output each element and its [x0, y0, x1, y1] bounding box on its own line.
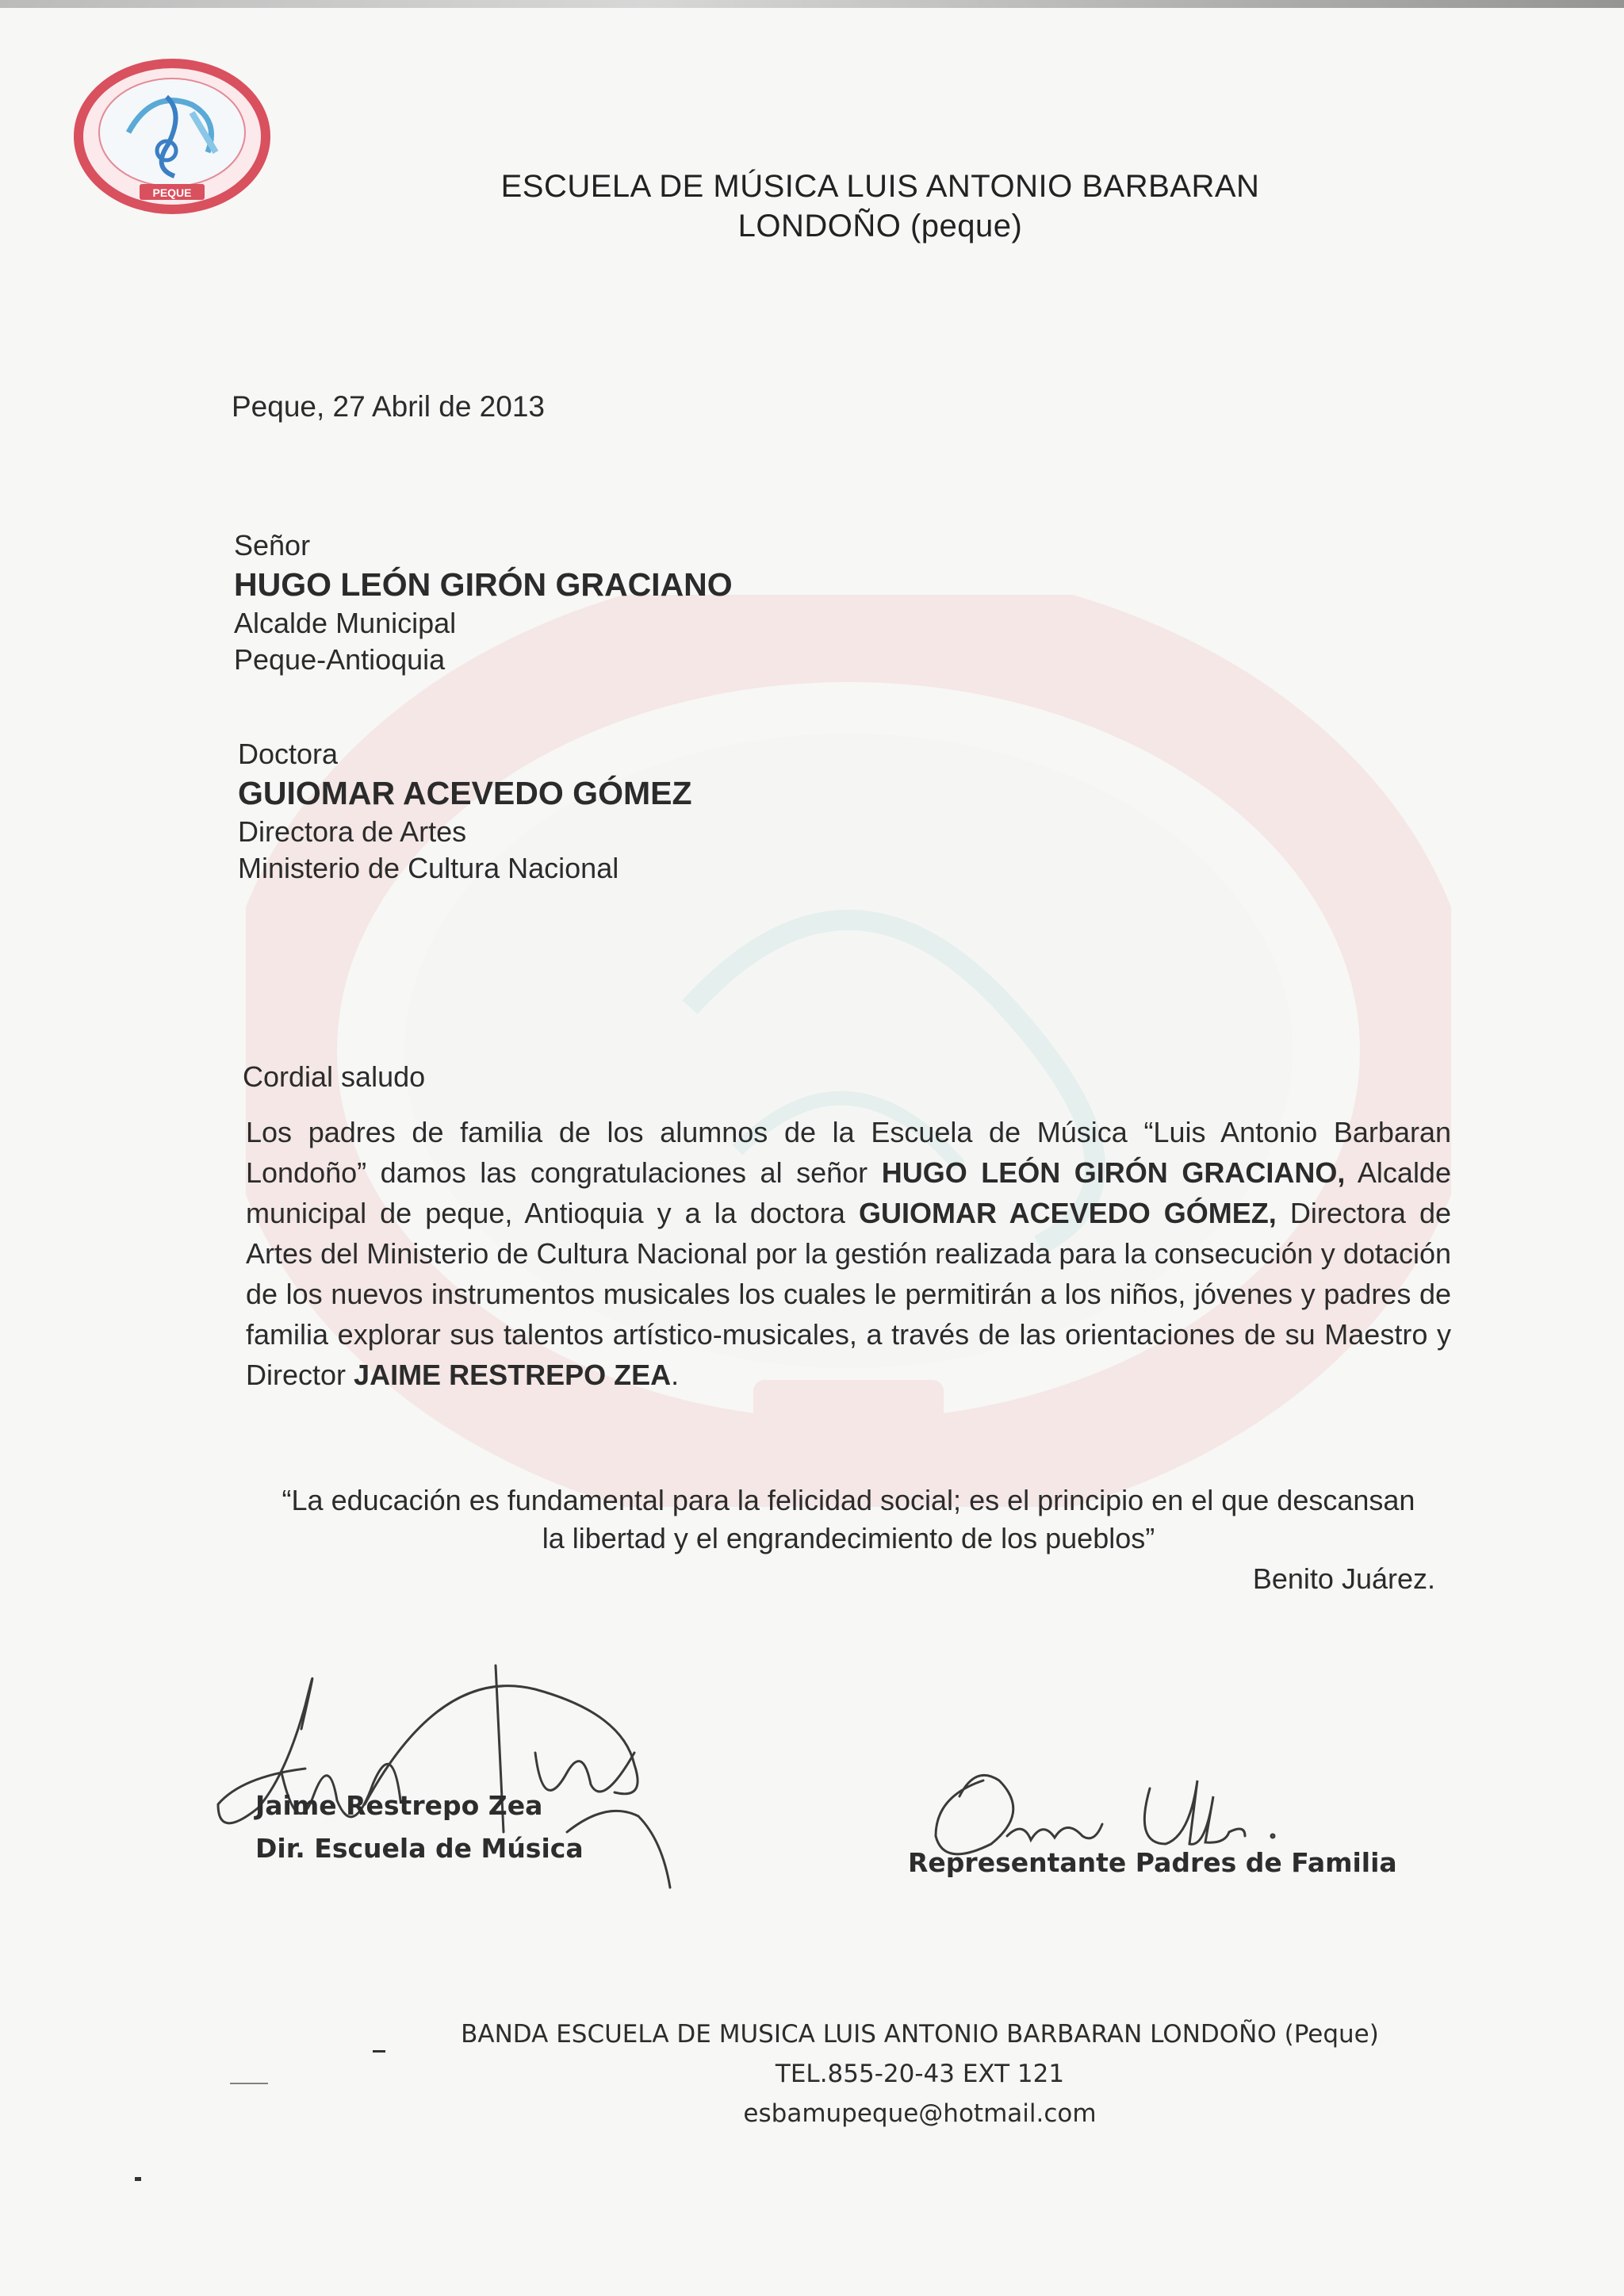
letter-date: Peque, 27 Abril de 2013 — [232, 390, 545, 423]
title-line-2: LONDOÑO (peque) — [737, 209, 1023, 243]
body-text-3: Directora de Artes del Ministerio de Cultura Nacional por la gestión realizada para la consecución y dotación de los nuevos instrumentos musicales los cuales le permitirán a los niños, jóvenes y padres de familia explorar sus talentos artístico-musicales, a través de las orientaciones de su Maestro y Director — [246, 1197, 1451, 1391]
recipient-1-salutation: Señor — [234, 529, 311, 562]
body-text-2: Alcalde municipal de peque, Antioquia y a la doctora — [246, 1156, 1451, 1229]
body-name-2: GUIOMAR ACEVEDO GÓMEZ, — [858, 1197, 1277, 1229]
recipient-2-position: Directora de Artes — [238, 815, 467, 848]
greeting: Cordial saludo — [243, 1060, 426, 1093]
footer-contact — [444, 2014, 1396, 2133]
footer-phone: TEL.855-20-43 EXT 121 — [775, 2060, 1065, 2088]
recipient-1-name: HUGO LEÓN GIRÓN GRACIANO — [234, 566, 733, 603]
scan-top-edge — [0, 0, 1624, 8]
footer-email: esbamupeque@hotmail.com — [743, 2099, 1097, 2128]
recipient-2-location: Ministerio de Cultura Nacional — [238, 852, 619, 884]
title-line-1: ESCUELA DE MÚSICA LUIS ANTONIO BARBARAN — [500, 169, 1260, 204]
quote — [246, 1481, 1451, 1558]
body-text-4: . — [671, 1359, 680, 1391]
recipient-1-position: Alcalde Municipal — [234, 607, 457, 639]
footer-org-name: BANDA ESCUELA DE MUSICA LUIS ANTONIO BARBARAN LONDOÑO (Peque) — [461, 2020, 1379, 2049]
quote-line-2: la libertad y el engrandecimiento de los pueblos” — [542, 1522, 1155, 1554]
scan-mark — [230, 2083, 268, 2084]
school-seal-logo-icon — [73, 57, 271, 216]
seal-small-label: PEQUE — [152, 186, 192, 199]
scan-mark — [135, 2177, 141, 2181]
recipient-1 — [234, 527, 733, 678]
recipient-1-location: Peque-Antioquia — [234, 643, 446, 676]
director-title: Dir. Escuela de Música — [255, 1833, 584, 1864]
quote-line-1: “La educación es fundamental para la felicidad social; es el principio en el que descansan — [282, 1484, 1415, 1516]
body-text-1: Los padres de familia de los alumnos de la Escuela de Música “Luis Antonio Barbaran Londoño” damos las congratulaciones al señor — [246, 1116, 1451, 1189]
scan-mark — [373, 2050, 385, 2053]
director-signature-block — [255, 1784, 584, 1870]
body-name-3: JAIME RESTREPO ZEA — [354, 1359, 672, 1391]
quote-author: Benito Juárez. — [1252, 1562, 1435, 1595]
recipient-2-salutation: Doctora — [238, 738, 339, 770]
body-paragraph — [246, 1112, 1451, 1395]
recipient-2-name: GUIOMAR ACEVEDO GÓMEZ — [238, 775, 692, 811]
letterhead-title — [444, 167, 1316, 246]
parent-representative-title: Representante Padres de Familia — [908, 1847, 1397, 1878]
body-name-1: HUGO LEÓN GIRÓN GRACIANO, — [881, 1156, 1346, 1189]
recipient-2 — [238, 736, 692, 887]
director-name: Jaime Restrepo Zea — [255, 1790, 543, 1821]
